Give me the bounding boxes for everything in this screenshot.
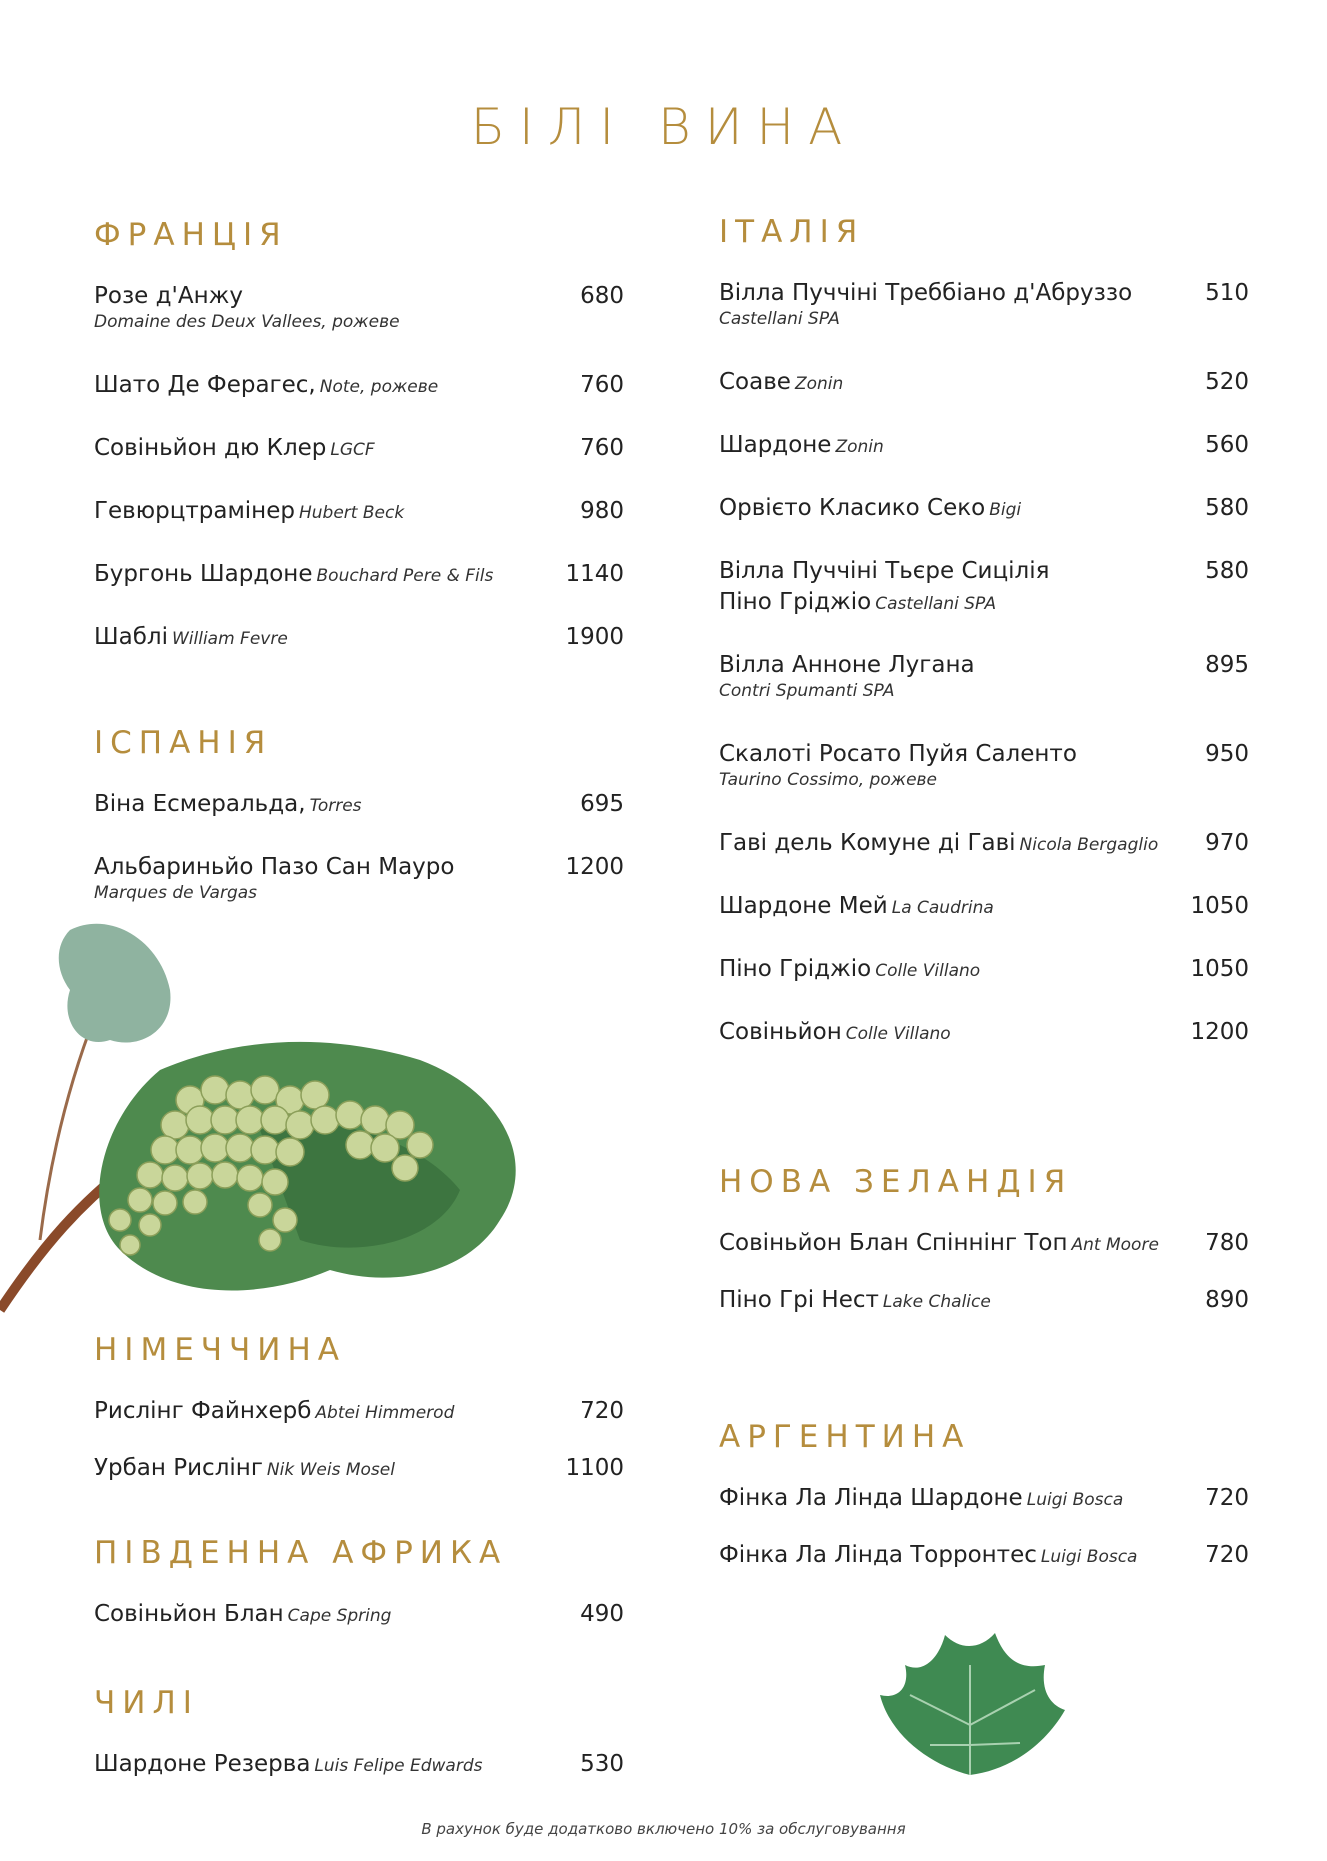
wine-price: 695 bbox=[580, 791, 624, 817]
section-title: НОВА ЗЕЛАНДІЯ bbox=[719, 1164, 1073, 1200]
section-south-africa bbox=[94, 1533, 624, 1656]
wine-name: Фінка Ла Лінда Шардоне bbox=[719, 1485, 1023, 1511]
wine-item bbox=[94, 1599, 624, 1656]
wine-item bbox=[94, 370, 624, 433]
wine-item bbox=[719, 1017, 1249, 1080]
wine-producer: William Fevre bbox=[171, 629, 288, 649]
wine-price: 490 bbox=[580, 1601, 624, 1627]
wine-name: Фінка Ла Лінда Торронтес bbox=[719, 1542, 1037, 1568]
section-new-zealand bbox=[719, 1162, 1249, 1342]
wine-name: Совіньйон Блан bbox=[94, 1601, 284, 1627]
wine-name: Шардоне bbox=[719, 432, 832, 458]
wine-name: Скалоті Росато Пуйя Саленто bbox=[719, 741, 1077, 767]
wine-item bbox=[94, 433, 624, 496]
wine-price: 1050 bbox=[1190, 893, 1249, 919]
wine-name: Бургонь Шардоне bbox=[94, 561, 313, 587]
wine-price: 530 bbox=[580, 1751, 624, 1777]
wine-item bbox=[94, 496, 624, 559]
wine-price: 720 bbox=[580, 1398, 624, 1424]
wine-item bbox=[719, 1285, 1249, 1342]
wine-producer: Colle Villano bbox=[845, 1024, 951, 1044]
wine-item bbox=[94, 622, 624, 685]
section-chile bbox=[94, 1683, 624, 1806]
wine-producer: Ant Moore bbox=[1071, 1235, 1159, 1255]
wine-name: Совіньйон bbox=[719, 1019, 842, 1045]
wine-producer: Nicola Bergaglio bbox=[1019, 835, 1159, 855]
wine-item bbox=[94, 789, 624, 852]
wine-name: Вілла Пуччіні Тьєре Сицілія bbox=[719, 558, 1050, 584]
wine-price: 1200 bbox=[1190, 1019, 1249, 1045]
wine-name: Орвієто Класико Секо bbox=[719, 495, 986, 521]
wine-producer: LGCF bbox=[330, 440, 375, 460]
wine-producer: Zonin bbox=[794, 374, 844, 394]
wine-price: 560 bbox=[1205, 432, 1249, 458]
wine-name-line2: Піно Гріджіо bbox=[719, 589, 872, 615]
wine-item bbox=[719, 493, 1249, 556]
wine-price: 980 bbox=[580, 498, 624, 524]
wine-producer: Bigi bbox=[989, 500, 1022, 520]
wine-name: Шардоне Мей bbox=[719, 893, 888, 919]
wine-producer: Castellani SPA bbox=[719, 309, 840, 329]
wine-name: Соаве bbox=[719, 369, 791, 395]
wine-price: 760 bbox=[580, 435, 624, 461]
section-title: ПІВДЕННА АФРИКА bbox=[94, 1535, 508, 1571]
section-title: ЧИЛІ bbox=[94, 1685, 199, 1721]
wine-price: 680 bbox=[580, 283, 624, 309]
section-title: ІТАЛІЯ bbox=[719, 214, 865, 250]
wine-price: 1050 bbox=[1190, 956, 1249, 982]
wine-producer: Luigi Bosca bbox=[1040, 1547, 1138, 1567]
wine-producer: Zonin bbox=[835, 437, 884, 457]
wine-name: Урбан Рислінг bbox=[94, 1455, 263, 1481]
wine-producer: Luis Felipe Edwards bbox=[314, 1756, 483, 1776]
wine-price: 1900 bbox=[565, 624, 624, 650]
wine-producer: Contri Spumanti SPA bbox=[719, 681, 895, 701]
wine-name: Піно Гріджіо bbox=[719, 956, 872, 982]
wine-producer: Luigi Bosca bbox=[1026, 1490, 1124, 1510]
wine-item bbox=[719, 739, 1249, 828]
wine-producer: Cape Spring bbox=[287, 1606, 392, 1626]
wine-name: Рислінг Файнхерб bbox=[94, 1398, 312, 1424]
wine-item bbox=[719, 954, 1249, 1017]
wine-item bbox=[719, 650, 1249, 739]
wine-producer: Torres bbox=[309, 796, 362, 816]
wine-item bbox=[719, 1540, 1249, 1597]
wine-producer: Castellani SPA bbox=[875, 594, 997, 614]
wine-producer: Nik Weis Mosel bbox=[266, 1460, 395, 1480]
leaf-illustration bbox=[870, 1625, 1070, 1785]
wine-producer: La Caudrina bbox=[891, 898, 994, 918]
section-germany bbox=[94, 1330, 624, 1510]
wine-price: 580 bbox=[1205, 495, 1249, 521]
section-title: АРГЕНТИНА bbox=[719, 1419, 971, 1455]
section-title: ФРАНЦІЯ bbox=[94, 217, 288, 253]
wine-item bbox=[719, 278, 1249, 367]
wine-price: 510 bbox=[1205, 280, 1249, 306]
wine-producer: Marques de Vargas bbox=[94, 883, 258, 903]
wine-producer: Domaine des Deux Vallees, рожеве bbox=[94, 312, 400, 332]
wine-price: 950 bbox=[1205, 741, 1249, 767]
section-title: ІСПАНІЯ bbox=[94, 725, 273, 761]
wine-name: Вілла Анноне Лугана bbox=[719, 652, 975, 678]
wine-name: Совіньйон дю Клер bbox=[94, 435, 327, 461]
section-argentina bbox=[719, 1417, 1249, 1597]
wine-item bbox=[94, 852, 624, 915]
wine-price: 970 bbox=[1205, 830, 1249, 856]
wine-price: 520 bbox=[1205, 369, 1249, 395]
wine-name: Шаблі bbox=[94, 624, 168, 650]
wine-price: 895 bbox=[1205, 652, 1249, 678]
wine-name: Альбариньйо Пазо Сан Мауро bbox=[94, 854, 455, 880]
wine-name: Шардоне Резерва bbox=[94, 1751, 311, 1777]
wine-producer: Abtei Himmerod bbox=[315, 1403, 455, 1423]
wine-item bbox=[719, 367, 1249, 430]
section-italy bbox=[719, 212, 1249, 1080]
wine-price: 580 bbox=[1205, 558, 1249, 584]
wine-item bbox=[719, 1228, 1249, 1285]
wine-name: Розе д'Анжу bbox=[94, 283, 243, 309]
wine-price: 890 bbox=[1205, 1287, 1249, 1313]
wine-name: Вілла Пуччіні Треббіано д'Абруззо bbox=[719, 280, 1133, 306]
wine-name: Гевюрцтрамінер bbox=[94, 498, 295, 524]
wine-item bbox=[94, 559, 624, 622]
wine-price: 720 bbox=[1205, 1542, 1249, 1568]
section-title: НІМЕЧЧИНА bbox=[94, 1332, 346, 1368]
wine-item bbox=[719, 891, 1249, 954]
wine-item bbox=[719, 430, 1249, 493]
section-spain bbox=[94, 723, 624, 915]
wine-item bbox=[94, 1396, 624, 1453]
wine-item bbox=[94, 281, 624, 370]
wine-price: 720 bbox=[1205, 1485, 1249, 1511]
wine-item bbox=[94, 1749, 624, 1806]
wine-item bbox=[94, 1453, 624, 1510]
page-title: БІЛІ ВИНА bbox=[470, 98, 857, 156]
wine-name: Шато Де Ферагес, bbox=[94, 372, 316, 398]
wine-producer: Bouchard Pere & Fils bbox=[316, 566, 494, 586]
wine-price: 760 bbox=[580, 372, 624, 398]
wine-producer: Colle Villano bbox=[875, 961, 981, 981]
wine-producer: Note, рожеве bbox=[319, 377, 439, 397]
wine-name: Піно Грі Нест bbox=[719, 1287, 879, 1313]
wine-item bbox=[719, 828, 1249, 891]
wine-name: Гаві дель Комуне ді Гаві bbox=[719, 830, 1016, 856]
wine-producer: Taurino Cossimo, рожеве bbox=[719, 770, 938, 790]
wine-name: Віна Есмеральда, bbox=[94, 791, 306, 817]
grapes-illustration bbox=[0, 920, 540, 1320]
section-france bbox=[94, 215, 624, 685]
wine-price: 780 bbox=[1205, 1230, 1249, 1256]
service-charge-note: В рахунок буде додатково включено 10% за обслуговування bbox=[421, 1820, 906, 1838]
wine-price: 1100 bbox=[565, 1455, 624, 1481]
wine-price: 1140 bbox=[565, 561, 624, 587]
wine-name: Совіньйон Блан Спіннінг Топ bbox=[719, 1230, 1068, 1256]
wine-item bbox=[719, 1483, 1249, 1540]
wine-producer: Hubert Beck bbox=[298, 503, 405, 523]
wine-price: 1200 bbox=[565, 854, 624, 880]
wine-producer: Lake Chalice bbox=[882, 1292, 991, 1312]
wine-item bbox=[719, 556, 1249, 650]
